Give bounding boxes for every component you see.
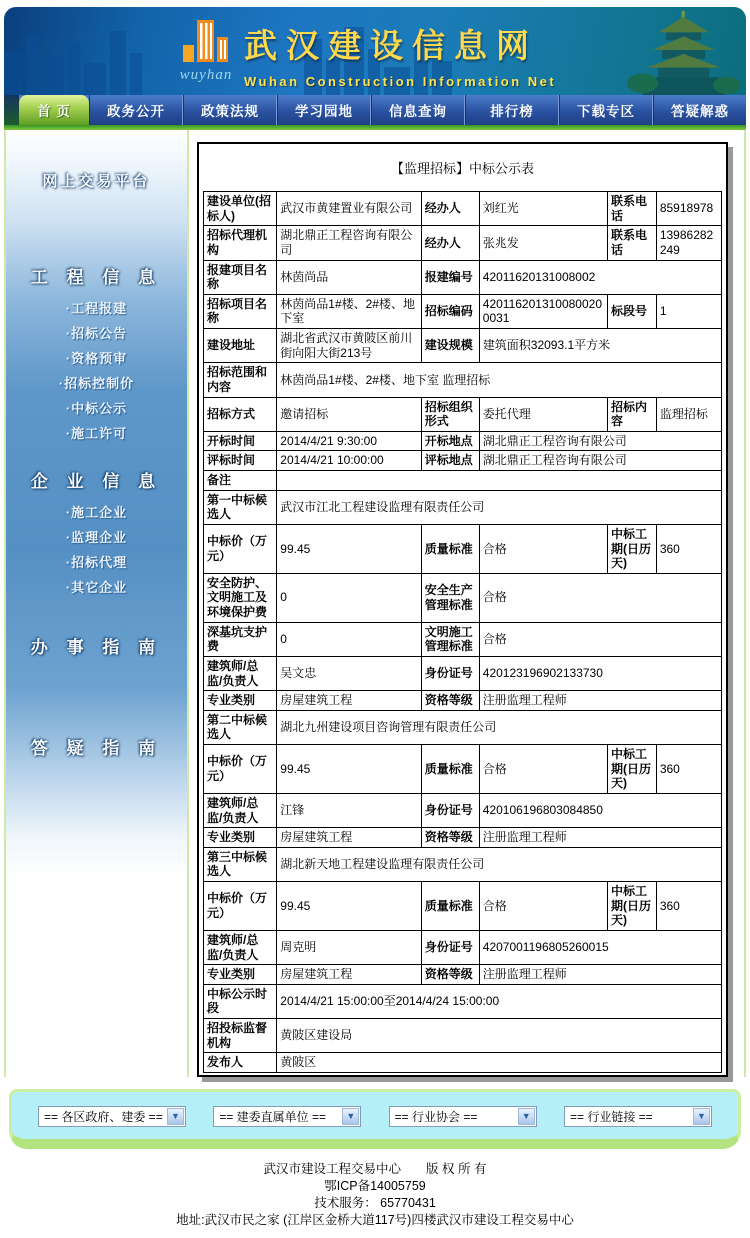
field-label: 第二中标候选人 [204,710,277,744]
field-value: 4207001196805260015 [479,930,721,964]
field-label: 中标工期(日历天) [607,524,656,573]
notice-table-title: 【监理招标】中标公示表 [390,161,534,176]
field-label: 第三中标候选人 [204,847,277,881]
field-label: 标段号 [607,294,656,328]
field-value: 湖北九州建设项目咨询管理有限责任公司 [277,710,722,744]
sidebar-item-tender-agency[interactable]: ·招标代理 [65,555,128,570]
table-row [204,1053,722,1073]
field-label: 建设单位(招标人) [204,192,277,226]
tab-policies[interactable]: 政策法规 [183,95,277,125]
field-value: 湖北鼎正工程咨询有限公司 [479,451,721,471]
field-label: 身份证号 [421,793,479,827]
table-row [204,965,722,985]
field-label: 招标方式 [204,397,277,431]
logo-script-text: wuyhan [179,67,233,83]
sidebar-section-service-guide[interactable]: 办 事 指 南 [30,638,163,657]
table-row [204,828,722,848]
table-row [204,192,722,226]
field-value: 武汉市黄建置业有限公司 [277,192,422,226]
field-label: 中标价（万元） [204,524,277,573]
field-value [277,471,722,491]
table-row [204,793,722,827]
field-value: 360 [656,524,721,573]
sidebar-items-project [6,302,187,441]
field-label: 深基坑支护费 [204,622,277,656]
main-nav [4,95,746,125]
field-value: 黄陂区建设局 [277,1019,722,1053]
field-value: 2014/4/21 9:30:00 [277,431,422,451]
field-value: 合格 [479,622,721,656]
field-value: 湖北省武汉市黄陂区前川街向阳大街213号 [277,329,422,363]
field-value: 黄陂区 [277,1053,722,1073]
tab-gov-disclosure[interactable]: 政务公开 [89,95,183,125]
table-row [204,329,722,363]
friendly-links-bar [9,1089,741,1149]
chevron-down-icon[interactable]: ▼ [167,1108,184,1125]
award-notice-box [197,142,728,1077]
table-row [204,984,722,1018]
select-district-gov[interactable] [38,1106,186,1127]
select-industry-association[interactable] [389,1106,537,1127]
table-row [204,1019,722,1053]
table-row [204,656,722,690]
sidebar-item-supervision-enterprise[interactable]: ·监理企业 [65,530,128,545]
table-row [204,882,722,931]
footer-tech-support: 技术服务： 65770431 [314,1195,436,1210]
field-label: 招标项目名称 [204,294,277,328]
table-row [204,431,722,451]
field-value: 林茵尚品 [277,260,422,294]
field-label: 报建编号 [421,260,479,294]
field-label: 经办人 [421,226,479,260]
table-row [204,490,722,524]
field-value: 江锋 [277,793,422,827]
sidebar-item-award-notice[interactable]: ·中标公示 [65,401,128,416]
field-label: 评标时间 [204,451,277,471]
field-label: 中标价（万元） [204,745,277,794]
field-label: 质量标准 [421,745,479,794]
field-value: 湖北鼎正工程咨询有限公司 [479,431,721,451]
field-label: 招投标监督机构 [204,1019,277,1053]
field-label: 中标价（万元） [204,882,277,931]
table-row [204,622,722,656]
field-label: 建设地址 [204,329,277,363]
field-value: 监理招标 [656,397,721,431]
table-row [204,847,722,881]
table-row [204,260,722,294]
field-value: 2014/4/21 10:00:00 [277,451,422,471]
field-label: 质量标准 [421,882,479,931]
site-subtitle: Wuhan Construction Information Net [244,74,557,89]
field-label: 资格等级 [421,691,479,711]
chevron-down-icon[interactable]: ▼ [342,1108,359,1125]
tab-qa[interactable]: 答疑解惑 [653,95,746,125]
field-value: 0 [277,573,422,622]
field-value: 武汉市江北工程建设监理有限责任公司 [277,490,722,524]
field-label: 招标组织形式 [421,397,479,431]
chevron-down-icon[interactable]: ▼ [518,1108,535,1125]
field-value: 13986282249 [656,226,721,260]
field-label: 开标地点 [421,431,479,451]
table-row [204,573,722,622]
field-label: 文明施工管理标准 [421,622,479,656]
field-label: 专业类别 [204,691,277,711]
select-industry-links-value: == 行业链接 == [569,1109,653,1124]
field-label: 安全防护、文明施工及环境保护费 [204,573,277,622]
field-label: 质量标准 [421,524,479,573]
sidebar-item-prequalification[interactable]: ·资格预审 [65,351,128,366]
field-label: 招标代理机构 [204,226,277,260]
field-value: 邀请招标 [277,397,422,431]
sidebar-item-tender-notice[interactable]: ·招标公告 [65,326,128,341]
select-direct-units-value: == 建委直属单位 == [219,1109,327,1124]
sidebar-banner-trading-platform[interactable]: 网上交易平台 [42,173,151,190]
footer-address: 地址:武汉市民之家 (江岸区金桥大道117号)四楼武汉市建设工程交易中心 [176,1212,574,1227]
sidebar-item-other-enterprise[interactable]: ·其它企业 [65,580,128,595]
chevron-down-icon[interactable]: ▼ [693,1108,710,1125]
sidebar-items-enterprise [6,506,187,595]
site-title: 武汉建设信息网 [244,27,538,64]
table-row [204,930,722,964]
sidebar [6,130,189,1077]
tab-rankings[interactable]: 排行榜 [465,95,559,125]
sidebar-section-enterprise-info: 企 业 信 息 [30,472,163,491]
table-row [204,363,722,397]
table-row [204,524,722,573]
footer-icp: 鄂ICP备14005759 [324,1178,426,1193]
field-label: 身份证号 [421,930,479,964]
sidebar-item-project-filing[interactable]: ·工程报建 [65,301,128,316]
site-header [4,7,746,95]
field-label: 身份证号 [421,656,479,690]
notice-table [203,191,722,1073]
field-value: 张兆发 [479,226,607,260]
table-row [204,471,722,491]
field-label: 招标内容 [607,397,656,431]
field-label: 评标地点 [421,451,479,471]
sidebar-section-project-info: 工 程 信 息 [30,268,163,287]
field-label: 建筑师/总监/负责人 [204,793,277,827]
field-value: 420106196803084850 [479,793,721,827]
field-label: 备注 [204,471,277,491]
field-value: 99.45 [277,524,422,573]
tab-learning[interactable]: 学习园地 [277,95,371,125]
field-value: 4201162013100800200031 [479,294,607,328]
field-label: 中标工期(日历天) [607,882,656,931]
field-value: 林茵尚品1#楼、2#楼、地下室 监理招标 [277,363,722,397]
field-label: 联系电话 [607,226,656,260]
field-label: 建设规模 [421,329,479,363]
building-icon [177,17,235,65]
table-row [204,745,722,794]
table-row [204,226,722,260]
field-label: 招标编码 [421,294,479,328]
table-row [204,691,722,711]
field-value: 周克明 [277,930,422,964]
field-label: 资格等级 [421,965,479,985]
site-title-block [244,20,556,89]
field-value: 85918978 [656,192,721,226]
field-value: 合格 [479,882,607,931]
select-industry-links[interactable] [564,1106,712,1127]
field-label: 中标工期(日历天) [607,745,656,794]
field-value: 2014/4/21 15:00:00至2014/4/24 15:00:00 [277,984,722,1018]
tab-downloads[interactable]: 下载专区 [559,95,653,125]
field-value: 0 [277,622,422,656]
field-label: 建筑师/总监/负责人 [204,656,277,690]
tab-home[interactable]: 首 页 [19,95,89,125]
field-value: 99.45 [277,745,422,794]
yellow-crane-tower-image [625,7,742,95]
field-value: 湖北新天地工程建设监理有限责任公司 [277,847,722,881]
field-label: 专业类别 [204,965,277,985]
table-row [204,451,722,471]
footer-copyright: 武汉市建设工程交易中心 版 权 所 有 [263,1161,487,1176]
field-label: 中标公示时段 [204,984,277,1018]
page-footer [4,1149,746,1238]
sidebar-item-construction-enterprise[interactable]: ·施工企业 [65,505,128,520]
field-value: 湖北鼎正工程咨询有限公司 [277,226,422,260]
site-logo [170,17,242,84]
main-area [4,130,746,1077]
field-label: 招标范围和内容 [204,363,277,397]
field-value: 房屋建筑工程 [277,965,422,985]
field-value: 42011620131008002 [479,260,721,294]
field-value: 房屋建筑工程 [277,828,422,848]
field-label: 经办人 [421,192,479,226]
field-value: 林茵尚品1#楼、2#楼、地下室 [277,294,422,328]
field-value: 1 [656,294,721,328]
field-value: 合格 [479,573,721,622]
field-value: 合格 [479,745,607,794]
field-value: 合格 [479,524,607,573]
field-label: 资格等级 [421,828,479,848]
nav-lead-decoration [4,95,19,125]
field-label: 发布人 [204,1053,277,1073]
field-label: 开标时间 [204,431,277,451]
field-value: 99.45 [277,882,422,931]
field-label: 安全生产管理标准 [421,573,479,622]
field-label: 专业类别 [204,828,277,848]
table-row [204,294,722,328]
select-industry-association-value: == 行业协会 == [394,1109,478,1124]
field-value: 420123196902133730 [479,656,721,690]
table-row [204,710,722,744]
field-value: 360 [656,882,721,931]
sidebar-section-qa-guide[interactable]: 答 疑 指 南 [30,739,163,758]
field-value: 注册监理工程师 [479,828,721,848]
content-area [189,130,744,1077]
notice-table-body [204,192,722,1073]
field-label: 第一中标候选人 [204,490,277,524]
field-value: 委托代理 [479,397,607,431]
field-value: 刘红光 [479,192,607,226]
tab-info-query[interactable]: 信息查询 [371,95,465,125]
field-value: 注册监理工程师 [479,965,721,985]
sidebar-item-construction-permit[interactable]: ·施工许可 [65,426,128,441]
field-value: 吴文忠 [277,656,422,690]
field-value: 注册监理工程师 [479,691,721,711]
field-label: 联系电话 [607,192,656,226]
field-label: 报建项目名称 [204,260,277,294]
table-row [204,397,722,431]
sidebar-item-tender-control-price[interactable]: ·招标控制价 [58,376,135,391]
field-value: 360 [656,745,721,794]
select-district-gov-value: == 各区政府、建委 == [44,1109,163,1124]
field-value: 房屋建筑工程 [277,691,422,711]
field-value: 建筑面积32093.1平方米 [479,329,721,363]
select-direct-units[interactable] [213,1106,361,1127]
field-label: 建筑师/总监/负责人 [204,930,277,964]
